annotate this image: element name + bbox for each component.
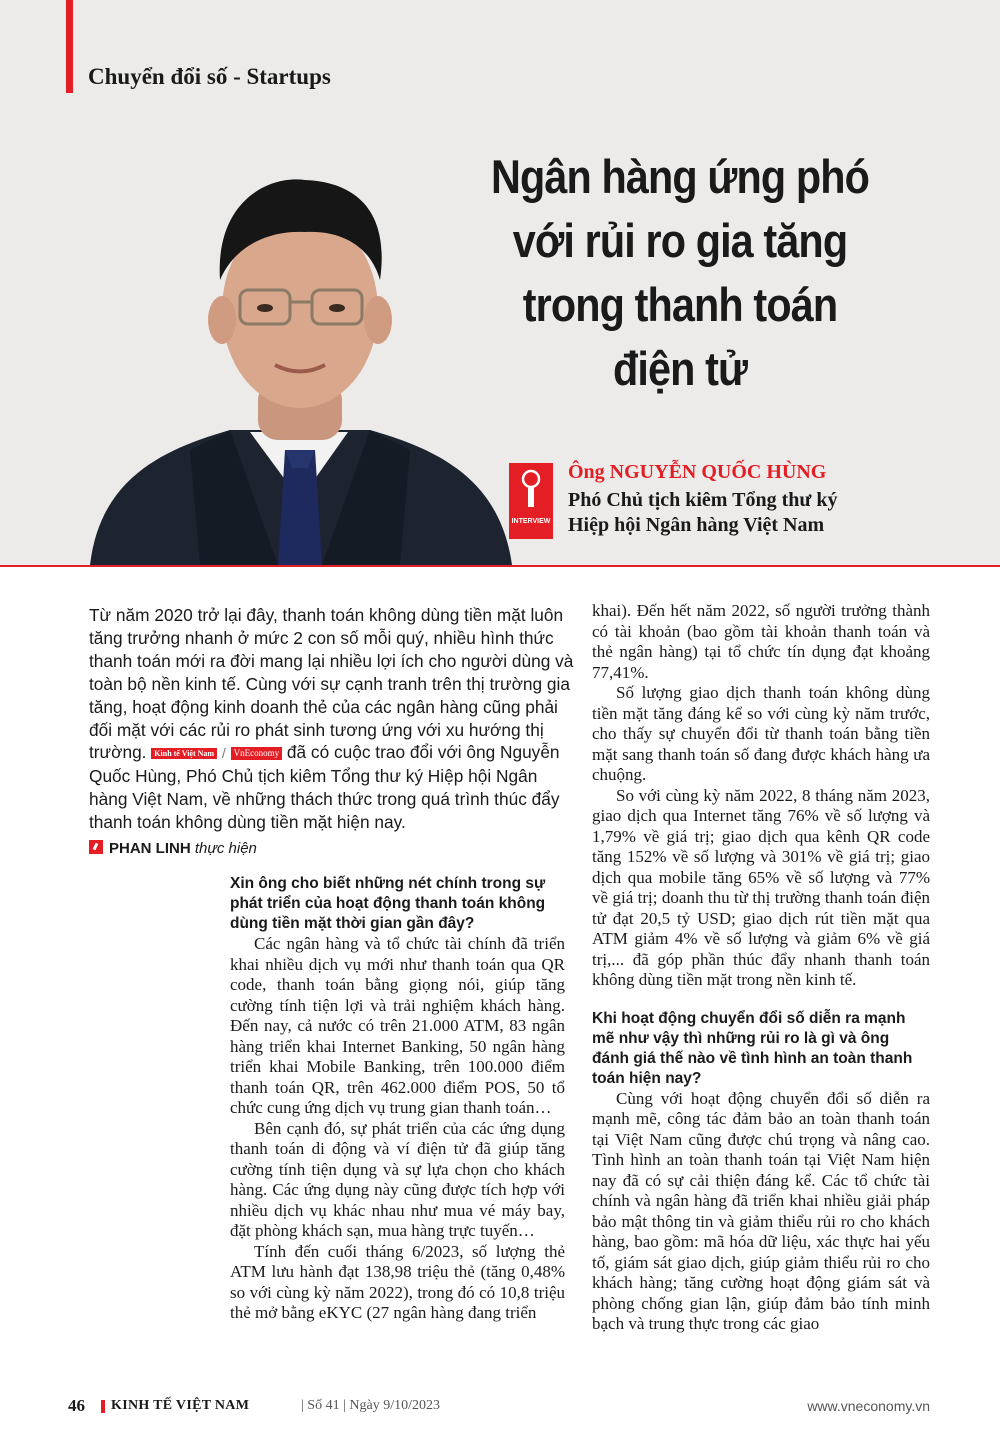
- hero-divider: [0, 565, 1000, 567]
- logo-separator: /: [221, 745, 226, 762]
- publication-name: KINH TẾ VIỆT NAM: [111, 1398, 250, 1413]
- section-label: Chuyển đổi số - Startups: [88, 64, 331, 89]
- interviewee-portrait: [80, 150, 520, 565]
- article-intro: [89, 604, 579, 834]
- author-role: thực hiện: [194, 840, 257, 857]
- article-paragraph: Số lượng giao dịch thanh toán không dùng tiền mặt tăng đáng kể so với cùng kỳ năm trước, cho thấy sự chuyển đổi từ thanh toán bằng tiền mặt sang thanh toán số đang được khách hàng ưa chuộng.: [592, 683, 930, 784]
- headline-line: trong thanh toán: [522, 278, 838, 331]
- interviewee-name: Ông NGUYỄN QUỐC HÙNG: [568, 461, 827, 483]
- intro-text: Từ năm 2020 trở lại đây, thanh toán không dùng tiền mặt luôn tăng trưởng nhanh ở mức 2 con số mỗi quý, nhiều hình thức thanh toán mới ra đời mang lại nhiều lợi ích cho người dùng và toàn bộ nền kinh tế. Cùng với sự cạnh tranh trên thị trường gia tăng, hoạt động kinh doanh thẻ của các ngân hàng cũng phải đối mặt với các rủi ro phát sinh tương ứng với xu hướng thị trường.: [89, 605, 574, 763]
- headline-line: điện tử: [612, 342, 748, 395]
- interview-question: Xin ông cho biết những nét chính trong sự phát triển của hoạt động thanh toán không dùng tiền mặt thời gian gần đây?: [230, 875, 546, 932]
- article-paragraph: So với cùng kỳ năm 2022, 8 tháng năm 2023, giao dịch qua Internet tăng 76% về số lượng và 1,79% về giá trị; giao dịch qua kênh QR code tăng 152% về số lượng và 301% về giá trị; giao dịch qua mobile tăng 65% về số lượng và 77% về giá trị; doanh thu từ thị trường thanh toán điện tử đạt 20,5 tỷ USD; giao dịch rút tiền mặt qua ATM giảm 4% về số lượng và giảm 6% về giá trị,... đã góp phần thúc đẩy nhanh thanh toán không dùng tiền mặt trong nền kinh tế.: [592, 785, 930, 989]
- headline-line: với rủi ro gia tăng: [512, 214, 848, 267]
- article-column-right: [592, 601, 930, 1335]
- article-headline: [469, 145, 891, 401]
- article-paragraph: Tính đến cuối tháng 6/2023, số lượng thẻ ATM lưu hành đạt 138,98 triệu thẻ (tăng 0,48% so với cùng kỳ năm 2022), trong đó có 10,8 triệu thẻ mở bằng eKYC (27 ngân hàng đang triển: [230, 1241, 565, 1322]
- section-accent-bar: [66, 0, 73, 93]
- interview-icon-label: INTERVIEW: [511, 518, 551, 525]
- hero-section: [0, 0, 1000, 565]
- article-paragraph: Cùng với hoạt động chuyển đổi số diễn ra mạnh mẽ, công tác đảm bảo an toàn thanh toán tại Việt Nam cũng được chú trọng và nâng cao. Tình hình an toàn thanh toán tại Việt Nam hiện nay đã có sự cải thiện đáng kể. Các tổ chức tài chính và ngân hàng đã triển khai nhiều giải pháp bảo mật thông tin và giảm thiểu rủi ro cho khách hàng, bao gồm: mã hóa dữ liệu, xác thực hai yếu tố, giám sát giao dịch, giúp giảm thiểu rủi ro cho khách hàng; tăng cường hoạt động giám sát và phòng chống gian lận, giúp đảm bảo tính minh bạch và trung thực trong các giao: [592, 1088, 930, 1333]
- issue-info: | Số 41 | Ngày 9/10/2023: [301, 1398, 440, 1413]
- interview-microphone-icon: [509, 463, 553, 539]
- author-name: PHAN LINH: [109, 840, 191, 857]
- kinh-te-viet-nam-logo: Kinh tế Việt Nam: [151, 748, 217, 759]
- vneconomy-logo: VnEconomy: [231, 747, 283, 760]
- interview-question: Khi hoạt động chuyển đổi số diễn ra mạnh mẽ như vậy thì những rủi ro là gì và ông đánh giá thế nào về tình hình an toàn thanh toán hiện nay?: [592, 1009, 913, 1087]
- pen-icon: [89, 840, 103, 854]
- article-paragraph: khai). Đến hết năm 2022, số người trưởng thành có tài khoản (bao gồm tài khoản thanh toán và thẻ ngân hàng) tại tổ chức tín dụng đạt khoảng 77,41%.: [592, 601, 930, 682]
- interviewee-role-line: Phó Chủ tịch kiêm Tổng thư ký: [568, 489, 838, 511]
- article-column-left: [230, 874, 565, 1324]
- byline: [89, 840, 257, 857]
- page-number: 46: [68, 1396, 85, 1415]
- footer-accent-bar: [101, 1400, 105, 1413]
- article-paragraph: Các ngân hàng và tổ chức tài chính đã triển khai nhiều dịch vụ mới như thanh toán qua QR code, thanh toán bằng giọng nói, giúp tăng cường tính tiện lợi và trải nghiệm khách hàng. Đến nay, cả nước có trên 21.000 ATM, 83 ngân hàng triển khai Internet Banking, 50 ngân hàng triển khai Mobile Banking, trên 100.000 điểm thanh toán QR, trên 462.000 điểm POS, 50 tổ chức cung ứng dịch vụ trung gian thanh toán…: [230, 934, 565, 1117]
- headline-line: Ngân hàng ứng phó: [491, 150, 869, 203]
- page-footer: [68, 1398, 930, 1418]
- interviewee-role-line: Hiệp hội Ngân hàng Việt Nam: [568, 514, 825, 536]
- article-paragraph: Bên cạnh đó, sự phát triển của các ứng dụng thanh toán di động và ví điện tử đã giúp tăng cường tính tiện dụng và sự lựa chọn cho khách hàng. Các ứng dụng này cũng được tích hợp với nhiều dịch vụ khác nhau như mua vé máy bay, đặt phòng khách sạn, mua hàng trực tuyến…: [230, 1118, 565, 1240]
- website-url: www.vneconomy.vn: [807, 1398, 930, 1414]
- intro-text-continued: đã có cuộc trao đổi với ông Nguyễn Quốc Hùng, Phó Chủ tịch kiêm Tổng thư ký Hiệp hội Ngân hàng Việt Nam, về những thách thức trong quá trình thúc đẩy thanh toán không dùng tiền mặt hiện nay.: [89, 742, 560, 833]
- interviewee-role: [568, 488, 837, 538]
